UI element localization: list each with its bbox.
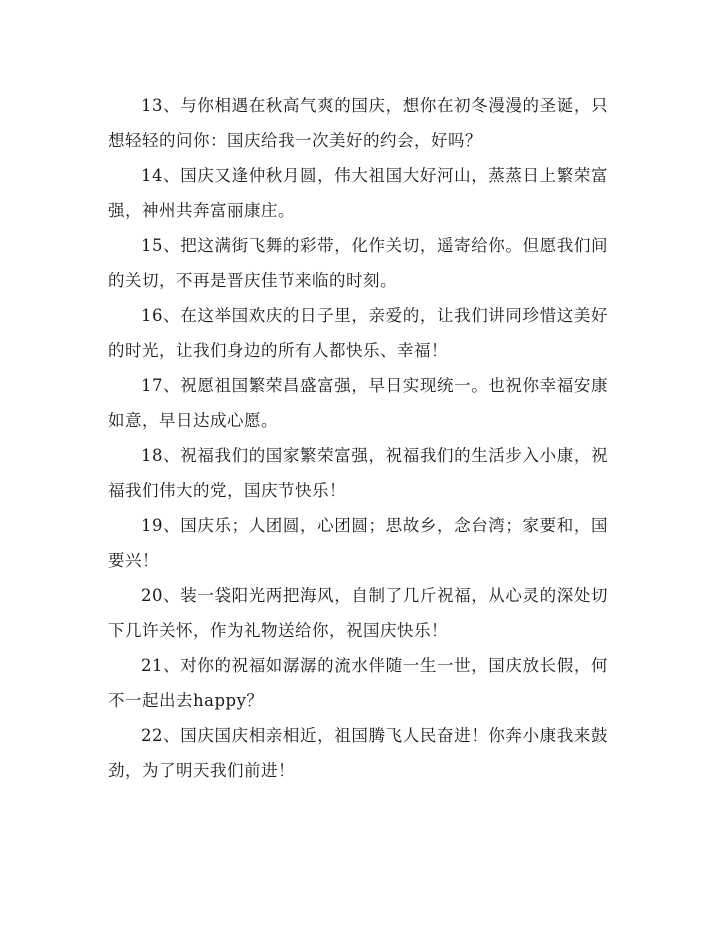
paragraph-13: 13、与你相遇在秋高气爽的国庆，想你在初冬漫漫的圣诞，只想轻轻的问你：国庆给我一次美好的约会，好吗？ — [108, 96, 608, 150]
paragraph-20: 20、装一袋阳光两把海风，自制了几斤祝福，从心灵的深处切下几许关怀，作为礼物送给你，祝国庆快乐！ — [108, 586, 608, 640]
paragraph-19: 19、国庆乐；人团圆，心团圆；思故乡，念台湾；家要和，国要兴！ — [108, 516, 608, 570]
paragraph-21: 21、对你的祝福如潺潺的流水伴随一生一世，国庆放长假，何不一起出去happy？ — [108, 656, 608, 710]
document-body — [108, 88, 608, 788]
paragraph-15: 15、把这满街飞舞的彩带，化作关切，遥寄给你。但愿我们间的关切，不再是晋庆佳节来临的时刻。 — [108, 236, 608, 290]
paragraph-14: 14、国庆又逢仲秋月圆，伟大祖国大好河山，蒸蒸日上繁荣富强，神州共奔富丽康庄。 — [108, 166, 608, 220]
paragraph-17: 17、祝愿祖国繁荣昌盛富强，早日实现统一。也祝你幸福安康如意，早日达成心愿。 — [108, 376, 608, 430]
paragraph-18: 18、祝福我们的国家繁荣富强，祝福我们的生活步入小康，祝福我们伟大的党，国庆节快乐！ — [108, 446, 608, 500]
paragraph-16: 16、在这举国欢庆的日子里，亲爱的，让我们讲同珍惜这美好的时光，让我们身边的所有人都快乐、幸福！ — [108, 306, 608, 360]
paragraph-22: 22、国庆国庆相亲相近，祖国腾飞人民奋进！你奔小康我来鼓劲，为了明天我们前进！ — [108, 726, 608, 780]
